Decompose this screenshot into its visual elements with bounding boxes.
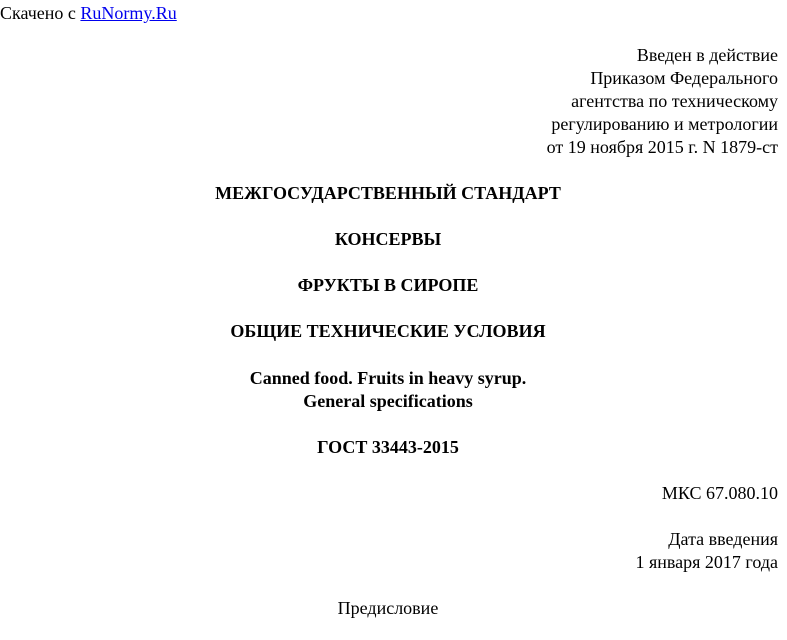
intro-date-label: Дата введения bbox=[668, 529, 778, 549]
enacted-line-4: регулированию и метрологии bbox=[551, 114, 778, 134]
spec-heading: ОБЩИЕ ТЕХНИЧЕСКИЕ УСЛОВИЯ bbox=[230, 321, 546, 341]
enacted-line-1: Введен в действие bbox=[636, 45, 778, 65]
standard-type-heading: МЕЖГОСУДАРСТВЕННЫЙ СТАНДАРТ bbox=[215, 183, 561, 203]
category-heading: КОНСЕРВЫ bbox=[334, 229, 442, 249]
source-link[interactable]: RuNormy.Ru bbox=[80, 3, 177, 23]
mks-code: МКС 67.080.10 bbox=[661, 483, 778, 503]
subject-heading: ФРУКТЫ В СИРОПЕ bbox=[297, 275, 479, 295]
english-title-line-2: General specifications bbox=[303, 391, 473, 411]
english-title-line-1: Canned food. Fruits in heavy syrup. bbox=[249, 368, 527, 388]
enacted-line-5: от 19 ноября 2015 г. N 1879-ст bbox=[546, 137, 778, 157]
enacted-line-3: агентства по техническому bbox=[571, 91, 778, 111]
source-line bbox=[0, 2, 177, 25]
enacted-line-2: Приказом Федерального bbox=[590, 68, 778, 88]
foreword-heading: Предисловие bbox=[337, 598, 439, 618]
source-prefix: Скачено с bbox=[0, 3, 81, 23]
gost-code: ГОСТ 33443-2015 bbox=[317, 437, 459, 457]
intro-date-value: 1 января 2017 года bbox=[635, 552, 778, 572]
